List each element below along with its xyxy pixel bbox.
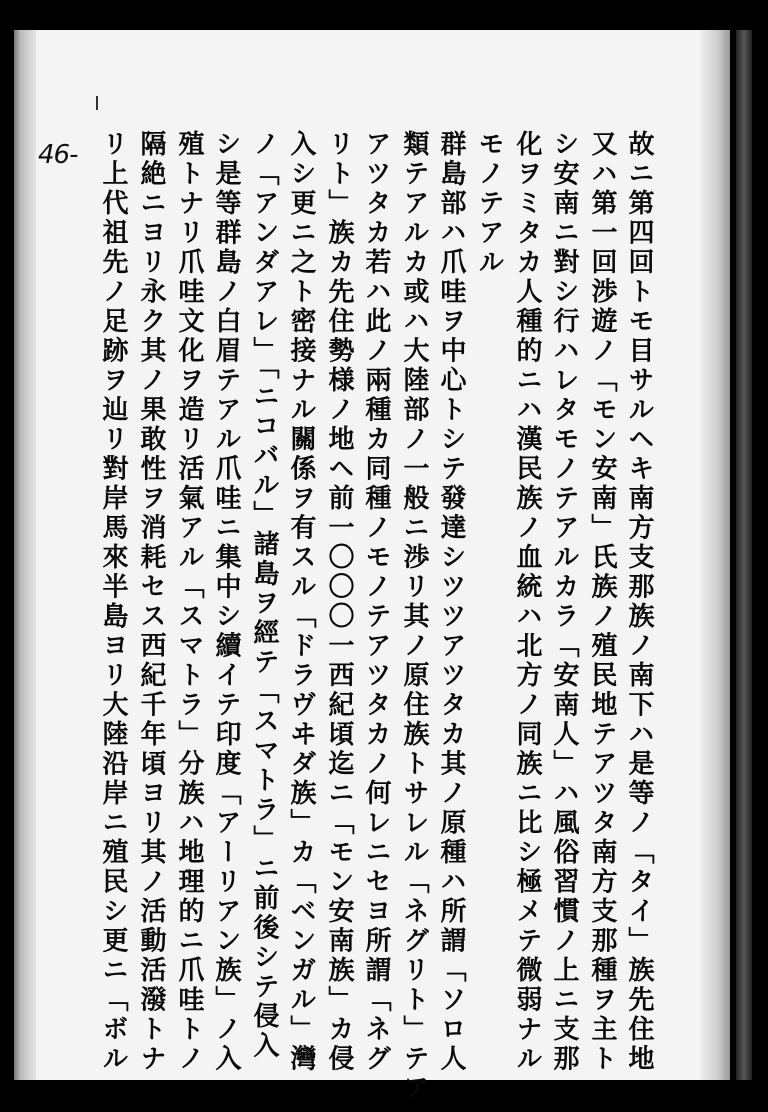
text-line-12: シ是等群島ノ白眉テアル爪哇ニ集中シ續イテ印度「アーリアン族」ノ入 [211,130,241,1074]
text-line-2: 又ハ第一回渉遊ノ「モン安南」氏族ノ殖民地テアツタ南方支那種ヲ主ト [587,130,617,1074]
text-line-6: 群島部ハ爪哇ヲ中心トシテ發達シツツアツタカ其ノ原種ハ所謂「ソロ人 [436,130,466,1074]
text-line-10: 入シ更ニ之ト密接ナル關係ヲ有スル「ドラヴヰダ族」カ「ベンガル」灣 [286,130,316,1074]
page-edge [700,30,730,1080]
text-line-5: モノテアル [474,130,504,278]
text-line-13: 殖トナリ爪哇文化ヲ造リ活氣アル「スマトラ」分族ハ地理的ニ爪哇トノ [174,130,204,1074]
binding-strip [736,30,752,1080]
text-line-11: ノ「アンダアレ」「ニコバル」諸島ヲ經テ「スマトラ」ニ前後シテ侵入 [249,130,279,1061]
page-number: 46- [38,140,78,170]
text-line-8: アツタカ若ハ此ノ兩種カ同種ノモノテアツタカノ何レニセヨ所謂「ネグ [361,130,391,1074]
page-gutter-shadow [14,30,36,1080]
text-line-14: 隔絶ニヨリ永ク其ノ果敢性ヲ消耗セス西紀千年頃ヨリ其ノ活動活潑トナ [136,130,166,1074]
text-line-15: リ上代祖先ノ足跡ヲ辿リ對岸馬來半島ヨリ大陸沿岸ニ殖民シ更ニ「ボル [98,130,128,1074]
text-line-7: 類テアルカ或ハ大陸部ノ一般ニ渉リ其ノ原住族トサレル「ネグリト」テア [399,130,429,1104]
text-line-1: 故ニ第四回トモ目サルヘキ南方支那族ノ南下ハ是等ノ「タイ」族先住地 [624,130,654,1074]
text-line-9: リト」族カ先住勢様ノ地ヘ前一〇〇〇一西紀頃迄ニ「モン安南族」カ侵 [324,130,354,1074]
text-line-3: シ安南ニ對シ行ハレタモノテアルカラ「安南人」ハ風俗習慣ノ上ニ支那 [549,130,579,1074]
text-line-4: 化ヲミタカ人種的ニハ漢民族ノ血統ハ北方ノ同族ニ比シ極メテ微弱ナル [512,130,542,1074]
pencil-mark [96,96,98,110]
